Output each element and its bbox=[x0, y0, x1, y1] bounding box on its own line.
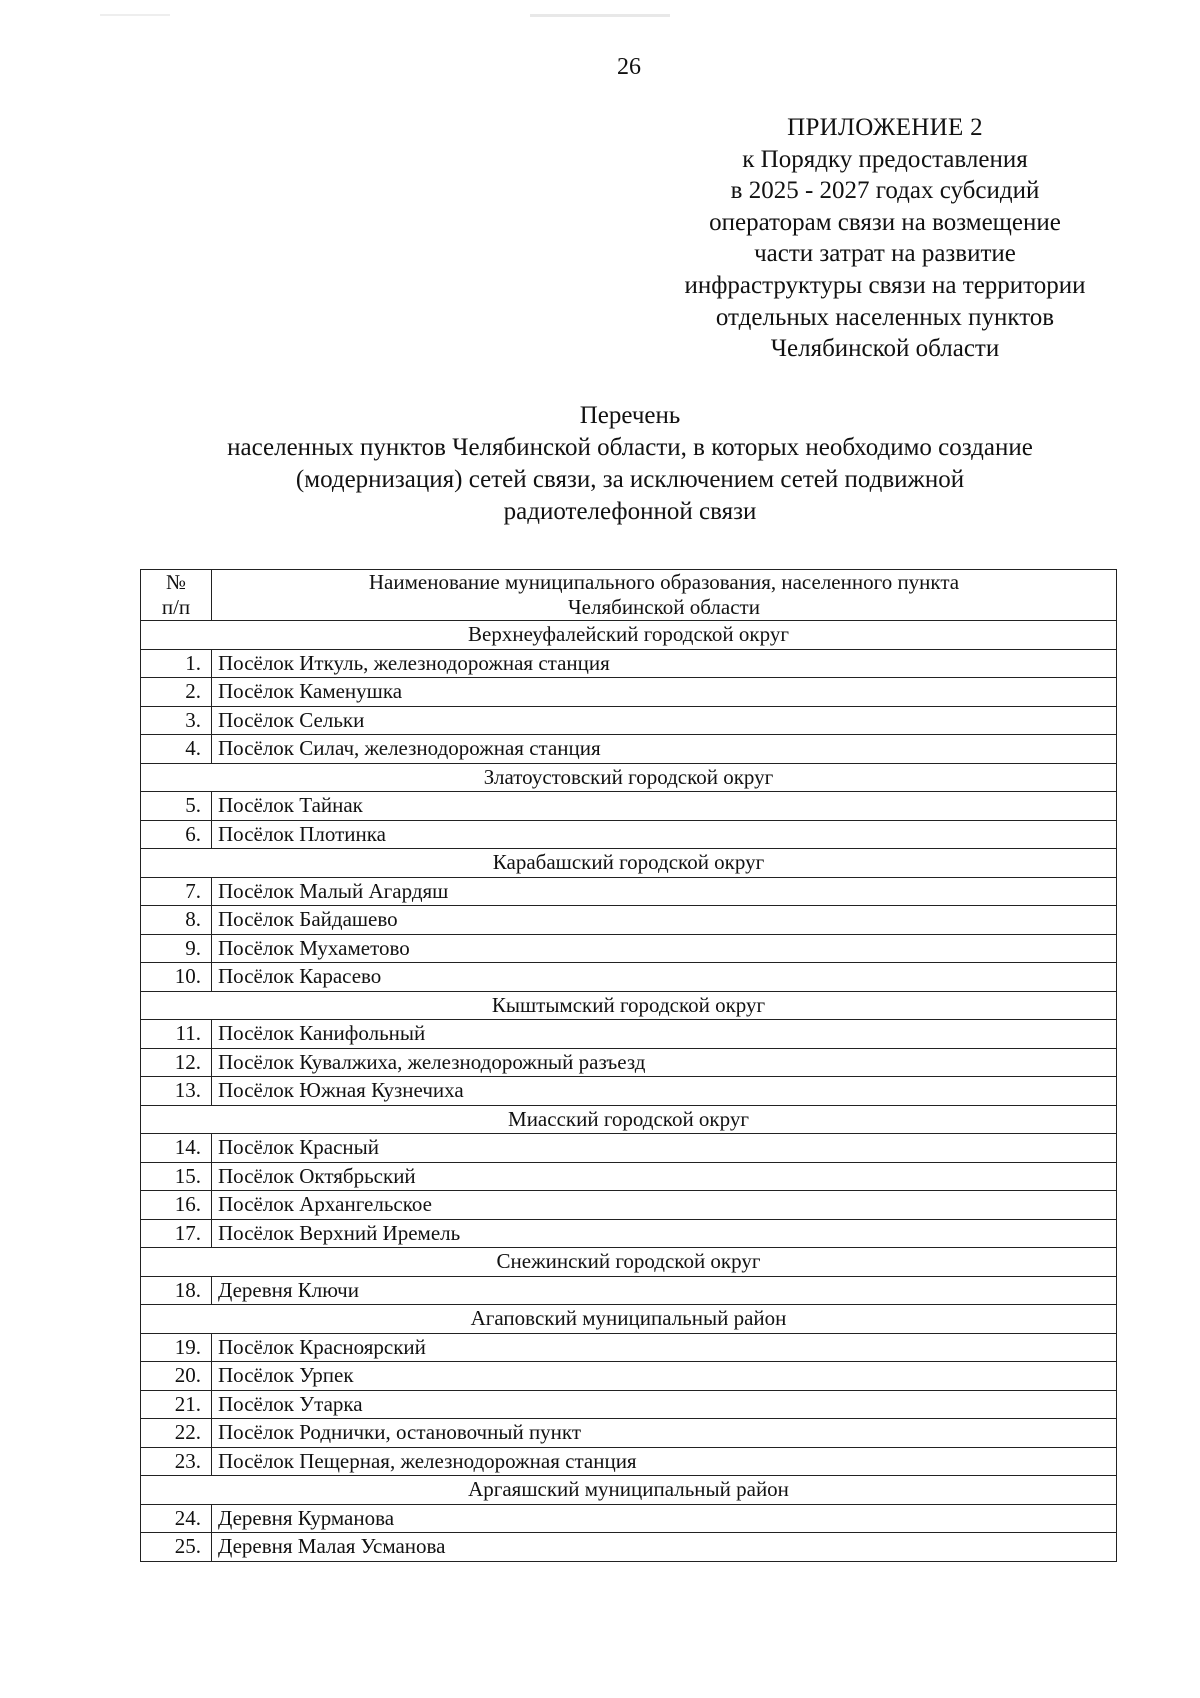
group-row bbox=[141, 1476, 1117, 1505]
table-body bbox=[141, 621, 1117, 1562]
settlement-name: Посёлок Верхний Иремель bbox=[212, 1219, 1117, 1248]
header-name-line: Челябинской области bbox=[568, 595, 760, 619]
municipality-name: Верхнеуфалейский городской округ bbox=[141, 621, 1117, 650]
table-row bbox=[141, 934, 1117, 963]
table-row bbox=[141, 820, 1117, 849]
municipality-name: Карабашский городской округ bbox=[141, 849, 1117, 878]
row-number: 13. bbox=[141, 1077, 212, 1106]
settlement-name: Посёлок Каменушка bbox=[212, 678, 1117, 707]
settlement-name: Посёлок Пещерная, железнодорожная станция bbox=[212, 1447, 1117, 1476]
settlement-name: Посёлок Канифольный bbox=[212, 1020, 1117, 1049]
header-number-line: № bbox=[165, 570, 187, 594]
municipality-name: Кыштымский городской округ bbox=[141, 991, 1117, 1020]
row-number: 23. bbox=[141, 1447, 212, 1476]
row-number: 24. bbox=[141, 1504, 212, 1533]
row-number: 15. bbox=[141, 1162, 212, 1191]
row-number: 8. bbox=[141, 906, 212, 935]
document-title-line: населенных пунктов Челябинской области, в которых необходимо создание bbox=[227, 434, 1033, 461]
appendix-line: операторам связи на возмещение bbox=[709, 208, 1061, 236]
settlement-name: Посёлок Южная Кузнечиха bbox=[212, 1077, 1117, 1106]
table-row bbox=[141, 1077, 1117, 1106]
appendix-line: к Порядку предоставления bbox=[742, 145, 1028, 173]
settlement-name: Посёлок Иткуль, железнодорожная станция bbox=[212, 649, 1117, 678]
appendix-line: Челябинской области bbox=[770, 335, 1000, 363]
row-number: 14. bbox=[141, 1134, 212, 1163]
settlement-name: Деревня Ключи bbox=[212, 1276, 1117, 1305]
settlement-name: Посёлок Архангельское bbox=[212, 1191, 1117, 1220]
settlement-name: Посёлок Силач, железнодорожная станция bbox=[212, 735, 1117, 764]
group-row bbox=[141, 621, 1117, 650]
row-number: 17. bbox=[141, 1219, 212, 1248]
settlement-name: Посёлок Карасево bbox=[212, 963, 1117, 992]
row-number: 25. bbox=[141, 1533, 212, 1562]
settlement-name: Посёлок Утарка bbox=[212, 1390, 1117, 1419]
table-row bbox=[141, 1276, 1117, 1305]
municipality-name: Агаповский муниципальный район bbox=[141, 1305, 1117, 1334]
header-number-line: п/п bbox=[161, 595, 191, 619]
header-number bbox=[141, 570, 212, 621]
settlement-name: Посёлок Тайнак bbox=[212, 792, 1117, 821]
table-row bbox=[141, 649, 1117, 678]
settlement-name: Посёлок Красноярский bbox=[212, 1333, 1117, 1362]
group-row bbox=[141, 763, 1117, 792]
row-number: 16. bbox=[141, 1191, 212, 1220]
table-row bbox=[141, 1219, 1117, 1248]
table-row bbox=[141, 1020, 1117, 1049]
row-number: 19. bbox=[141, 1333, 212, 1362]
settlement-name: Посёлок Плотинка bbox=[212, 820, 1117, 849]
municipality-name: Златоустовский городской округ bbox=[141, 763, 1117, 792]
group-row bbox=[141, 849, 1117, 878]
row-number: 4. bbox=[141, 735, 212, 764]
document-title-line: Перечень bbox=[579, 402, 681, 429]
table-row bbox=[141, 1162, 1117, 1191]
table-row bbox=[141, 1390, 1117, 1419]
table-header-row bbox=[141, 570, 1117, 621]
header-name bbox=[212, 570, 1117, 621]
settlement-name: Посёлок Роднички, остановочный пункт bbox=[212, 1419, 1117, 1448]
document-title-line: радиотелефонной связи bbox=[503, 498, 757, 525]
document-title bbox=[130, 400, 1130, 528]
appendix-title: ПРИЛОЖЕНИЕ 2 bbox=[787, 114, 983, 141]
appendix-line: в 2025 - 2027 годах субсидий bbox=[730, 177, 1040, 205]
municipality-name: Аргаяшский муниципальный район bbox=[141, 1476, 1117, 1505]
row-number: 18. bbox=[141, 1276, 212, 1305]
group-row bbox=[141, 1248, 1117, 1277]
settlement-name: Посёлок Урпек bbox=[212, 1362, 1117, 1391]
appendix-heading bbox=[640, 112, 1130, 365]
row-number: 12. bbox=[141, 1048, 212, 1077]
group-row bbox=[141, 1105, 1117, 1134]
settlement-name: Посёлок Байдашево bbox=[212, 906, 1117, 935]
table-row bbox=[141, 1419, 1117, 1448]
appendix-line: инфраструктуры связи на территории bbox=[684, 271, 1086, 299]
appendix-line: отдельных населенных пунктов bbox=[715, 303, 1055, 331]
page-number: 26 bbox=[617, 54, 641, 80]
municipality-name: Миасский городской округ bbox=[141, 1105, 1117, 1134]
row-number: 20. bbox=[141, 1362, 212, 1391]
scan-artifact bbox=[100, 14, 170, 16]
table-row bbox=[141, 1191, 1117, 1220]
table-row bbox=[141, 678, 1117, 707]
row-number: 3. bbox=[141, 706, 212, 735]
row-number: 1. bbox=[141, 649, 212, 678]
table-row bbox=[141, 792, 1117, 821]
table-row bbox=[141, 1504, 1117, 1533]
table-row bbox=[141, 877, 1117, 906]
settlement-name: Посёлок Сельки bbox=[212, 706, 1117, 735]
table-row bbox=[141, 1333, 1117, 1362]
settlement-name: Посёлок Октябрьский bbox=[212, 1162, 1117, 1191]
table-row bbox=[141, 906, 1117, 935]
row-number: 5. bbox=[141, 792, 212, 821]
scan-artifact bbox=[530, 14, 670, 17]
row-number: 9. bbox=[141, 934, 212, 963]
table-row bbox=[141, 1362, 1117, 1391]
table-row bbox=[141, 706, 1117, 735]
row-number: 10. bbox=[141, 963, 212, 992]
row-number: 11. bbox=[141, 1020, 212, 1049]
settlement-name: Посёлок Мухаметово bbox=[212, 934, 1117, 963]
settlements-table bbox=[140, 569, 1117, 1562]
row-number: 6. bbox=[141, 820, 212, 849]
table-row bbox=[141, 735, 1117, 764]
table-row bbox=[141, 1533, 1117, 1562]
row-number: 2. bbox=[141, 678, 212, 707]
settlement-name: Посёлок Красный bbox=[212, 1134, 1117, 1163]
document-title-line: (модернизация) сетей связи, за исключением сетей подвижной bbox=[295, 466, 965, 493]
settlement-name: Деревня Курманова bbox=[212, 1504, 1117, 1533]
table-row bbox=[141, 1447, 1117, 1476]
table-row bbox=[141, 1134, 1117, 1163]
row-number: 22. bbox=[141, 1419, 212, 1448]
settlement-name: Посёлок Кувалжиха, железнодорожный разъезд bbox=[212, 1048, 1117, 1077]
row-number: 7. bbox=[141, 877, 212, 906]
table-row bbox=[141, 963, 1117, 992]
settlement-name: Посёлок Малый Агардяш bbox=[212, 877, 1117, 906]
appendix-line: части затрат на развитие bbox=[754, 240, 1016, 268]
table-row bbox=[141, 1048, 1117, 1077]
group-row bbox=[141, 1305, 1117, 1334]
group-row bbox=[141, 991, 1117, 1020]
settlement-name: Деревня Малая Усманова bbox=[212, 1533, 1117, 1562]
municipality-name: Снежинский городской округ bbox=[141, 1248, 1117, 1277]
row-number: 21. bbox=[141, 1390, 212, 1419]
header-name-line: Наименование муниципального образования, населенного пункта bbox=[368, 570, 960, 594]
